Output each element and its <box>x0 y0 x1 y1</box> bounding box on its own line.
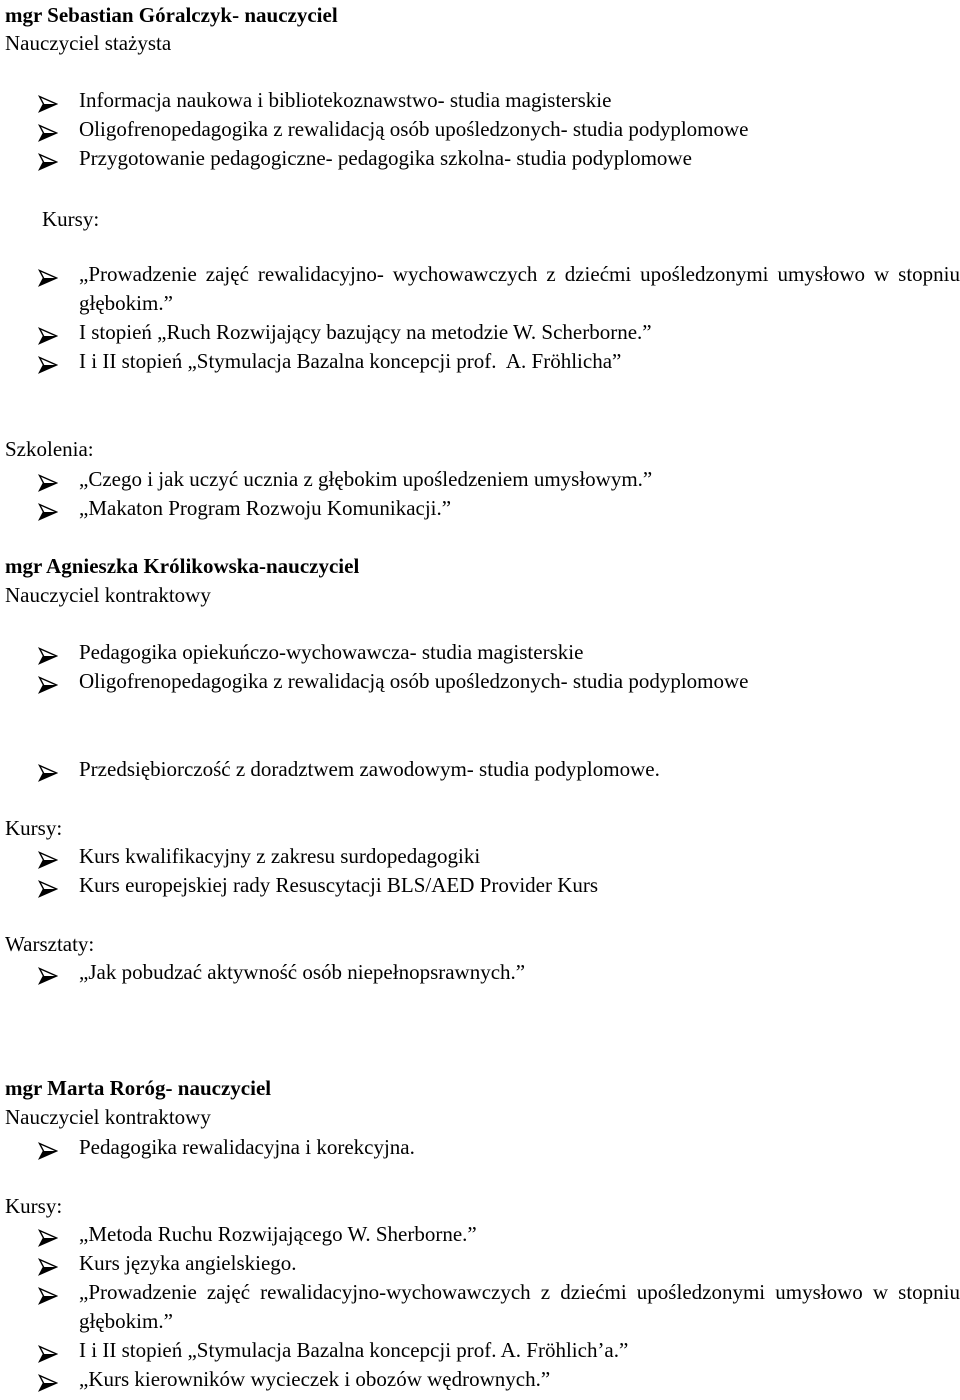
teacher-rank: Nauczyciel kontraktowy <box>5 583 211 607</box>
arrow-bullet-icon <box>38 1226 58 1244</box>
arrow-bullet-icon <box>38 1255 58 1273</box>
section-heading: Warsztaty: <box>5 932 95 956</box>
teacher-name: mgr Sebastian Góralczyk- nauczyciel <box>5 3 338 27</box>
section-heading: Kursy: <box>5 816 63 840</box>
arrow-bullet-icon <box>38 500 58 518</box>
arrow-bullet-icon <box>38 848 58 866</box>
arrow-bullet-icon <box>38 877 58 895</box>
arrow-bullet-icon <box>38 1371 58 1389</box>
arrow-bullet-icon <box>38 761 58 779</box>
section-heading: Kursy: <box>5 1194 63 1218</box>
teacher-rank: Nauczyciel kontraktowy <box>5 1105 211 1129</box>
arrow-bullet-icon <box>38 324 58 342</box>
section-heading: Szkolenia: <box>5 437 94 461</box>
arrow-bullet-icon <box>38 1342 58 1360</box>
arrow-bullet-icon <box>38 471 58 489</box>
arrow-bullet-icon <box>38 121 58 139</box>
arrow-bullet-icon <box>38 673 58 691</box>
arrow-bullet-icon <box>38 150 58 168</box>
arrow-bullet-icon <box>38 1139 58 1157</box>
arrow-bullet-icon <box>38 644 58 662</box>
teacher-name: mgr Marta Roróg- nauczyciel <box>5 1076 272 1100</box>
section-heading: Kursy: <box>42 207 100 231</box>
teacher-name: mgr Agnieszka Królikowska-nauczyciel <box>5 554 360 578</box>
arrow-bullet-icon <box>38 964 58 982</box>
arrow-bullet-icon <box>38 92 58 110</box>
arrow-bullet-icon <box>38 353 58 371</box>
arrow-bullet-icon <box>38 266 58 284</box>
arrow-bullet-icon <box>38 1284 58 1302</box>
teacher-rank: Nauczyciel stażysta <box>5 31 172 55</box>
